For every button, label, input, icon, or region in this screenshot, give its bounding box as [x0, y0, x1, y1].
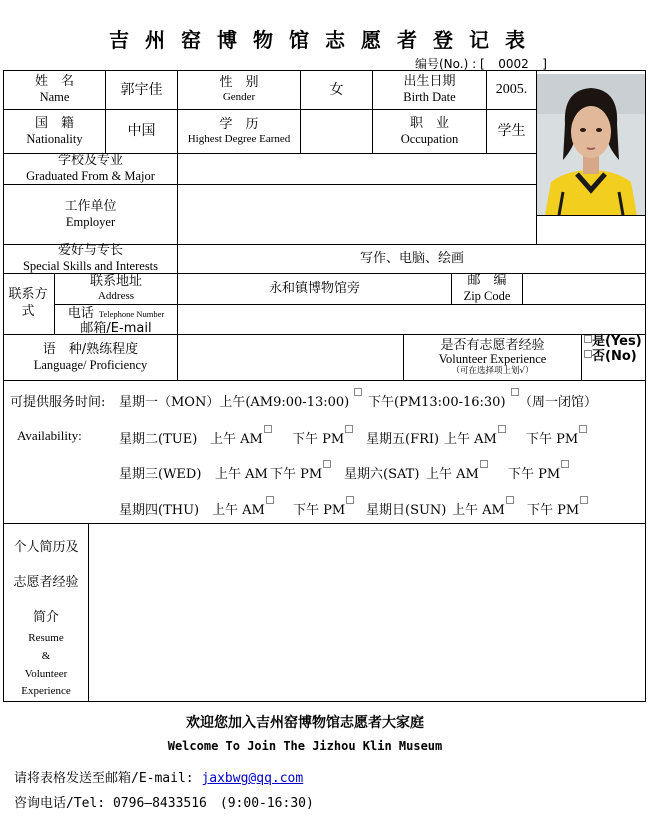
name-field[interactable]: 郭宇佳: [120, 81, 163, 98]
zip-label: 邮 编 Zip Code: [463, 273, 511, 304]
gender-label: 性 别 Gender: [219, 75, 259, 104]
monday-am-checkbox[interactable]: [354, 388, 362, 396]
fri-am-checkbox[interactable]: [498, 425, 506, 433]
nationality-field[interactable]: 中国: [127, 123, 156, 140]
fri-am-option[interactable]: 上午 AM: [444, 428, 506, 447]
contact-label: 联系方式: [8, 287, 48, 319]
sun-pm-checkbox[interactable]: [580, 496, 588, 504]
phone-line: 咨询电话/Tel: 0796—8433516 (9:00-16:30): [14, 796, 314, 811]
applicant-photo: [537, 74, 645, 215]
welcome-en: Welcome To Join The Jizhou Klin Museum: [167, 739, 443, 753]
degree-field[interactable]: [301, 110, 372, 153]
language-label: 语 种/熟练程度 Language/ Proficiency: [33, 341, 148, 372]
volunteer-no-option[interactable]: 否(No): [583, 349, 645, 364]
sat-label: 星期六(SAT): [344, 467, 420, 482]
nationality-label: 国 籍 Nationality: [26, 115, 83, 146]
language-field[interactable]: [178, 335, 403, 380]
thu-pm-option[interactable]: 下午 PM: [293, 499, 354, 518]
phone-email-field[interactable]: [178, 305, 646, 334]
volunteer-experience-label: 是否有志愿者经验 Volunteer Experience （可在选择项上划√）: [438, 337, 547, 376]
sat-am-option[interactable]: 上午 AM: [426, 463, 488, 482]
occupation-field[interactable]: 学生: [497, 123, 526, 140]
availability-label-en: Availability:: [17, 428, 82, 443]
portrait-image: [537, 74, 645, 215]
wed-am-option[interactable]: 上午 AM: [215, 467, 268, 482]
email-link[interactable]: jaxbwg@qq.com: [201, 771, 304, 786]
school-field[interactable]: [178, 154, 536, 184]
name-label: 姓 名 Name: [34, 74, 74, 105]
wed-pm-checkbox[interactable]: [323, 460, 331, 468]
gender-field[interactable]: 女: [329, 81, 344, 98]
thu-am-option[interactable]: 上午 AM: [212, 499, 274, 518]
yes-checkbox[interactable]: [584, 335, 592, 343]
fri-pm-option[interactable]: 下午 PM: [526, 428, 587, 447]
no-checkbox[interactable]: [584, 350, 592, 358]
tue-pm-checkbox[interactable]: [345, 425, 353, 433]
sat-pm-option[interactable]: 下午 PM: [508, 463, 569, 482]
thu-label: 星期四(THU): [119, 503, 200, 518]
serial-number: 编号(No.) : [ 0002 ]: [415, 57, 547, 71]
phone-email-label: 电话 Telephone Number 邮箱/E-mail: [67, 306, 165, 336]
monday-pm-option[interactable]: 下午(PM13:00-16:30): [368, 391, 519, 410]
tue-am-option[interactable]: 上午 AM: [210, 428, 272, 447]
tue-pm-option[interactable]: 下午 PM: [292, 428, 353, 447]
address-field[interactable]: 永和镇博物馆旁: [268, 280, 360, 296]
resume-field[interactable]: [89, 524, 645, 701]
birth-date-field[interactable]: 2005.: [495, 81, 528, 97]
birth-date-label: 出生日期 Birth Date: [403, 74, 456, 105]
monday-am-option[interactable]: 星期一（MON）上午(AM9:00-13:00): [119, 391, 362, 410]
sun-label: 星期日(SUN): [366, 503, 447, 518]
school-label: 学校及专业 Graduated From & Major: [26, 153, 155, 184]
monday-closed-note: （周一闭馆）: [519, 395, 598, 410]
fri-pm-checkbox[interactable]: [579, 425, 587, 433]
phone-number: 0796—8433516 (9:00-16:30): [112, 796, 314, 811]
volunteer-choices: [583, 334, 645, 378]
email-line: 请将表格发送至邮箱/E-mail: jaxbwg@qq.com: [14, 771, 304, 786]
sat-pm-checkbox[interactable]: [561, 460, 569, 468]
skills-label: 爱好与专长 Special Skills and Interests: [22, 243, 159, 274]
resume-label: 个人简历及 志愿者经验 简介 Resume & Volunteer Experience: [13, 540, 79, 697]
thu-pm-checkbox[interactable]: [346, 496, 354, 504]
tue-label: 星期二(TUE): [119, 432, 198, 447]
employer-field[interactable]: [178, 185, 536, 244]
volunteer-yes-option[interactable]: 是(Yes): [583, 334, 645, 349]
degree-label: 学 历 Highest Degree Earned: [187, 116, 291, 145]
zip-field[interactable]: [523, 274, 646, 304]
availability-label-zh: 可提供服务时间:: [10, 395, 106, 410]
skills-field[interactable]: 写作、电脑、绘画: [359, 250, 464, 266]
tue-am-checkbox[interactable]: [264, 425, 272, 433]
wed-pm-option[interactable]: 下午 PM: [270, 463, 331, 482]
monday-pm-checkbox[interactable]: [511, 388, 519, 396]
welcome-zh: 欢迎您加入吉州窑博物馆志愿者大家庭: [186, 715, 424, 731]
thu-am-checkbox[interactable]: [266, 496, 274, 504]
address-label: 联系地址 Address: [89, 274, 142, 303]
sun-am-option[interactable]: 上午 AM: [452, 499, 514, 518]
fri-label: 星期五(FRI): [366, 432, 440, 447]
sun-pm-option[interactable]: 下午 PM: [527, 499, 588, 518]
employer-label: 工作单位 Employer: [64, 198, 117, 229]
serial-value[interactable]: 0002: [498, 57, 529, 71]
occupation-label: 职 业 Occupation: [400, 115, 459, 146]
sun-am-checkbox[interactable]: [506, 496, 514, 504]
sat-am-checkbox[interactable]: [480, 460, 488, 468]
form-title: 吉州窑博物馆志愿者登记表: [109, 28, 541, 52]
wed-label: 星期三(WED): [119, 467, 202, 482]
